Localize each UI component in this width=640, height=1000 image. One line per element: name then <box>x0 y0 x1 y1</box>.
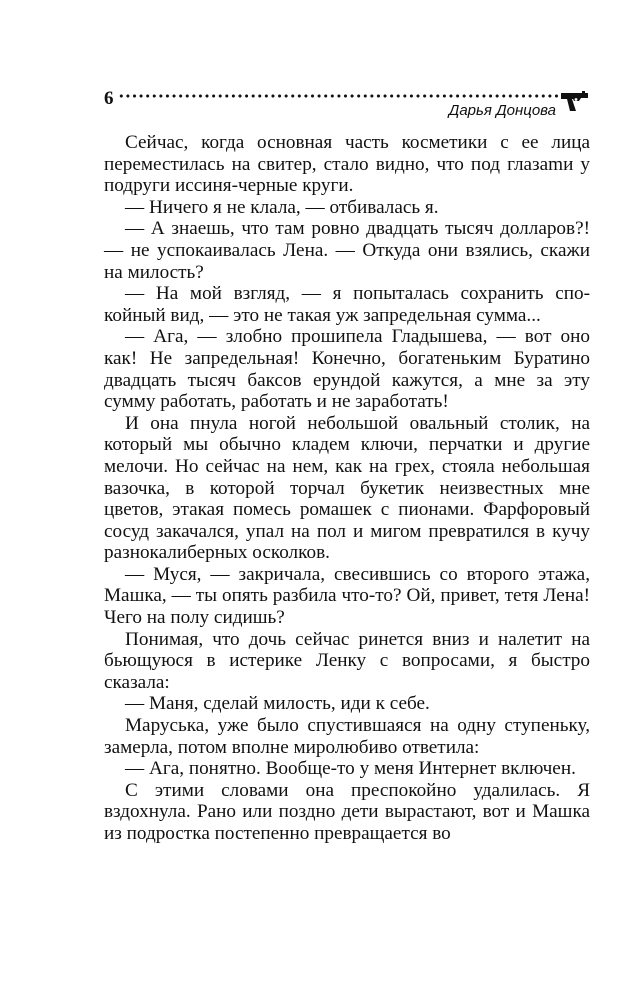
running-head-author: Дарья Донцова <box>448 102 556 119</box>
paragraph: — Маня, сделай милость, иди к себе. <box>125 693 430 715</box>
paragraph: — Ничего я не клала, — отбивалась я. <box>125 196 439 218</box>
running-header <box>104 88 590 124</box>
paragraph: — Ага, — злобно прошипела Гладышева, — вот оно как! Не запредельная! Конечно, богатеньким Буратино двадцать тысяч баксов ерундой кажутся, а мне за эту сумму работать, работать и не заработать! <box>104 326 590 413</box>
paragraph: И она пнула ногой небольшой овальный столик, на который мы обычно кладем ключи, перчатки и другие мелочи. Но сейчас на нем, как на грех, стояла небольшая вазочка, в которой торчал букетик неизвестных мне цветов, этакая помесь ромашек с пионами. Фарфоровый сосуд закачался, упал на пол и мигом превратился в кучу разнокалиберных осколков. <box>104 412 590 564</box>
paragraph: — На мой взгляд, — я попыталась сохранить спокойный вид, — это не такая уж запредельная сумма... <box>104 283 590 326</box>
paragraph: Сейчас, когда основная часть косметики с ее лица переместилась на свитер, стало видно, что под глазаmи у подруги иссиня-черные круги. <box>104 132 590 197</box>
paragraph: С этими словами она преспокойно удалилась. Я вздохнула. Рано или поздно дети вырастают, вот и Машка из подростка постепенно превращается во <box>104 779 590 844</box>
dotted-leader <box>118 94 560 98</box>
paragraph: Понимая, что дочь сейчас ринется вниз и налетит на бьющуюся в истерике Ленку с вопросами, я быстро сказала: <box>104 628 590 693</box>
body-text <box>104 132 590 845</box>
revolver-icon <box>560 90 590 112</box>
paragraph: — А знаешь, что там ровно двадцать тысяч долларов?! — не успокаивалась Лена. — Откуда они взялись, скажи на милость? <box>104 218 590 283</box>
paragraph: — Ага, понятно. Вообще-то у меня Интернет включен. <box>125 758 576 780</box>
paragraph: Маруська, уже было спустившаяся на одну ступеньку, замерла, потом вполне миролюбиво ответила: <box>104 715 590 758</box>
page-number: 6 <box>104 88 114 109</box>
paragraph: — Муся, — закричала, свесившись со второго этажа, Машка, — ты опять разбила что-то? Ой, привет, тетя Лена! Чего на полу сидишь? <box>104 563 590 629</box>
